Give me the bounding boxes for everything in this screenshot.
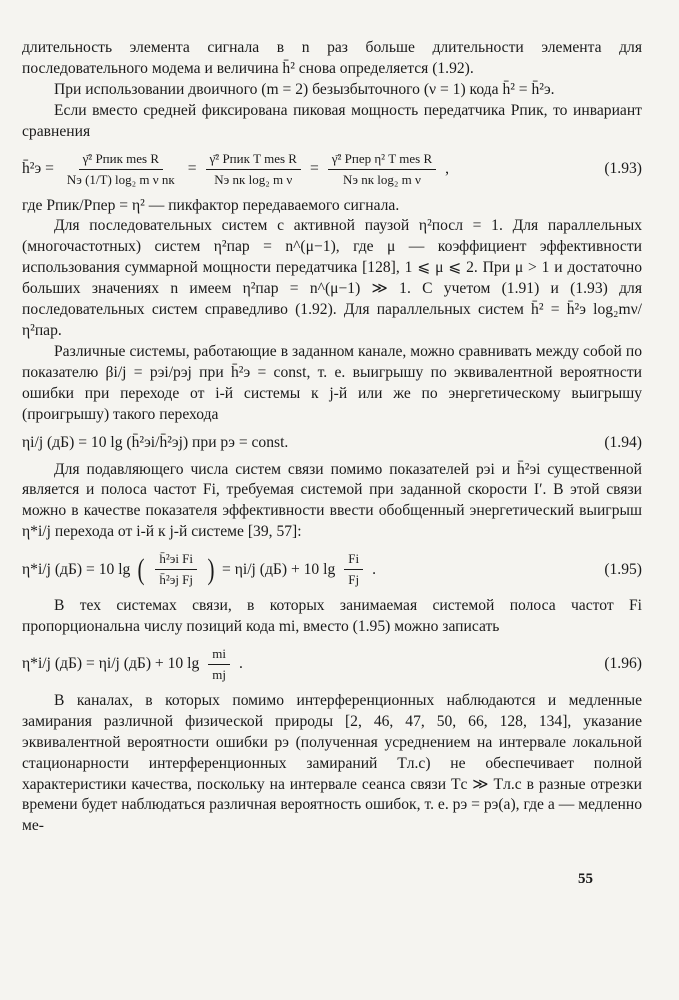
eq195-frac1-num: h̄²эi Fi	[155, 551, 197, 570]
eq196-frac	[208, 646, 230, 683]
eq193-frac2	[206, 151, 301, 188]
equation-1-96	[22, 646, 642, 683]
paragraph-3: Если вместо средней фиксирована пиковая мощность передатчика Pпик, то инвариант сравнения	[22, 101, 642, 140]
paragraph-6: Различные системы, работающие в заданном канале, можно сравнивать между собой по показателю βi/j = pэi/pэj при h̄²э = const, т. е. выигрышу по эквивалентной вероятности ошибки при переходе от i-й системы к j-й или же по энергетическому выигрышу (проигрышу) такого перехода	[22, 342, 642, 423]
eq196-period: .	[238, 655, 243, 673]
eq193-frac3-num: γ̄² Pпер η² T mes R	[328, 151, 436, 170]
eq193-frac3-den: Nэ nк log₂ m ν	[342, 171, 421, 187]
eq195-mid: = ηi/j (дБ) + 10 lg	[222, 560, 336, 578]
eq195-number: (1.95)	[604, 560, 642, 578]
eq195-close-paren: )	[207, 552, 215, 586]
eq193-frac2-den: Nэ nк log₂ m ν	[214, 171, 293, 187]
eq194-text: ηi/j (дБ) = 10 lg (h̄²эi/h̄²эj) при pэ = const.	[22, 433, 289, 451]
eq193-equals-1: =	[187, 160, 197, 178]
eq193-lhs: h̄²э =	[22, 160, 54, 178]
eq193-frac1-den: Nэ (1/T) log₂ m ν nк	[66, 171, 175, 187]
eq196-frac-den: mj	[212, 666, 226, 682]
eq195-period: .	[372, 560, 377, 578]
paragraph-7: Для подавляющего числа систем связи помимо показателей pэi и h̄²эi существенной является и полоса частот Fi, требуемая системой при заданной скорости I′. В этой связи можно в качестве показателя эффективности ввести обобщенный энергетический выигрыш η*i/j перехода от i-й к j-й системе [39, 57]:	[22, 460, 642, 541]
eq195-open-paren: (	[137, 552, 145, 586]
paragraph-1: длительность элемента сигнала в n раз больше длительности элемента для последовательного модема и величина h̄² снова определяется (1.92).	[22, 39, 642, 77]
equation-1-94	[22, 434, 642, 452]
eq194-number: (1.94)	[604, 433, 642, 451]
eq193-frac1	[63, 151, 179, 188]
equation-1-95	[22, 551, 642, 588]
eq196-lhs: η*i/j (дБ) = ηi/j (дБ) + 10 lg	[22, 655, 200, 673]
eq196-number: (1.96)	[604, 655, 642, 673]
eq193-equals-2: =	[309, 160, 319, 178]
paragraph-4: где Pпик/Pпер = η² — пикфактор передаваемого сигнала.	[22, 196, 400, 214]
eq195-frac2	[344, 551, 363, 588]
eq193-frac1-num: γ̄² Pпик mes R	[79, 151, 163, 170]
eq196-frac-num: mi	[208, 646, 230, 665]
equation-1-93	[22, 151, 642, 188]
eq193-number: (1.93)	[604, 160, 642, 178]
paragraph-8: В тех системах связи, в которых занимаемая системой полоса частот Fi пропорциональна числу позиций кода mi, вместо (1.95) можно записать	[22, 597, 642, 636]
eq195-frac1-den: h̄²эj Fj	[159, 572, 194, 588]
document-page	[22, 38, 642, 837]
paragraph-9: В каналах, в которых помимо интерференционных наблюдаются и медленные замирания различной физической природы [2, 46, 47, 50, 66, 128, 134], указание эквивалентной вероятности ошибки pэ (полученная усреднением на интервале локальной стационарности интерференционных замираний Tл.с) не обеспечивает полной характеристики качества, поскольку на интервале сеанса связи Tс ≫ Tл.с в разные отрезки времени будет наблюдаться различная вероятность ошибок, т. е. pэ = pэ(a), где a — медленно ме-	[22, 691, 642, 835]
eq193-frac3	[328, 151, 436, 188]
eq193-comma: ,	[445, 160, 450, 178]
paragraph-2: При использовании двоичного (m = 2) безызбыточного (ν = 1) кода h̄² = h̄²э.	[54, 80, 555, 98]
eq195-frac2-den: Fj	[348, 572, 360, 588]
eq193-frac2-num: γ̄² Pпик T mes R	[206, 151, 301, 170]
paragraph-5: Для последовательных систем с активной паузой η²посл = 1. Для параллельных (многочастотных) систем η²пар = n^(μ−1), где μ — коэффициент эффективности использования суммарной мощности передатчика [128], 1 ⩽ μ ⩽ 2. При μ > 1 и достаточно больших значениях n имеем η²пар = n^(μ−1) ≫ 1. С учетом (1.91) и (1.93) для последовательных систем справедливо (1.92). Для параллельных систем h̄² = h̄²э log₂mν/η²пар.	[22, 217, 642, 339]
eq195-frac2-num: Fi	[344, 551, 363, 570]
eq195-frac1	[155, 551, 197, 588]
eq195-lhs: η*i/j (дБ) = 10 lg	[22, 560, 131, 578]
page-number: 55	[578, 871, 593, 887]
